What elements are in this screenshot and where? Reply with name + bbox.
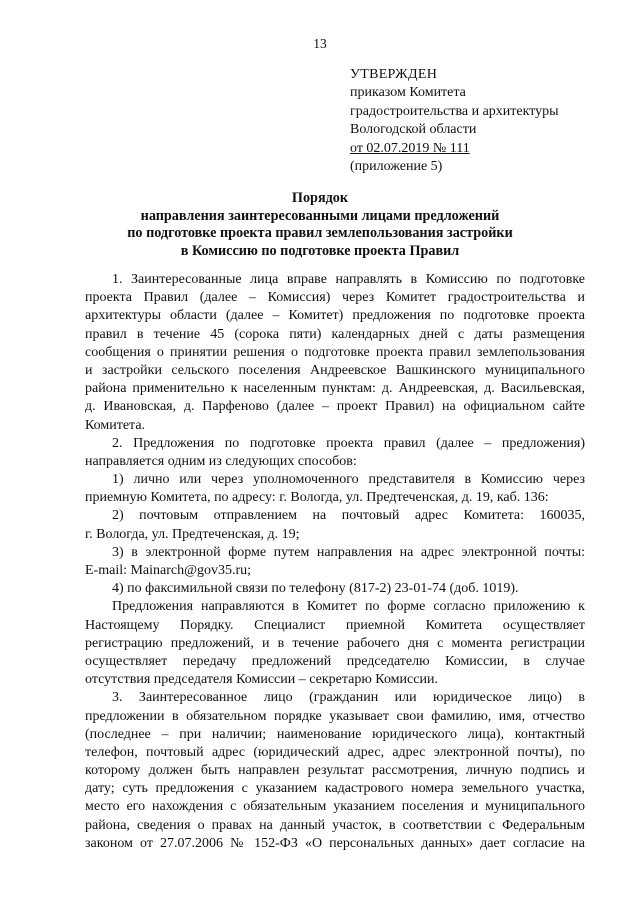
body-line: Настоящему Порядку. Специалист приемной Комитета осуществляет [85, 617, 585, 633]
body-line: района применительно к населенным пунктам: д. Андреевская, д. Васильевская, [85, 381, 585, 397]
approval-line: Вологодской области [350, 122, 477, 138]
body-line: законом от 27.07.2006 № 152-ФЗ «О персональных данных» дает согласие на [85, 835, 585, 851]
approval-line: градостроительства и архитектуры [350, 103, 559, 119]
title-line: по подготовке проекта правил землепользования застройки [127, 225, 513, 242]
body-line: предложении в обязательном порядке указывает свои фамилию, имя, отчество [85, 708, 585, 724]
body-line: которому должен быть направлен результат рассмотрения, личную подпись и [85, 763, 585, 779]
title-line: Порядок [291, 190, 349, 206]
body-line: сообщения о принятии решения о подготовке проекта правил землепользования [85, 344, 585, 360]
approval-heading: УТВЕРЖДЕН [350, 67, 438, 82]
approval-stamp [350, 66, 620, 176]
approval-line: приказом Комитета [350, 85, 466, 101]
title-line: направления заинтересованными лицами предложений [140, 207, 500, 224]
body-line: 1) лично или через уполномоченного представителя в Комиссию через [112, 472, 585, 488]
body-line: приемную Комитета, по адресу: г. Вологда, ул. Предтеченская, д. 19, каб. 136: [85, 490, 549, 506]
body-line: района, сведения о правах на данный участок, в соответствии с Федеральным [85, 817, 585, 833]
body-line: 3. Заинтересованное лицо (гражданин или юридическое лицо) в [112, 690, 585, 706]
body-line: (последнее – при наличии; наименование юридического лица), контактный [85, 726, 585, 742]
body-line: отсутствия председателя Комиссии – секретарю Комиссии. [85, 672, 438, 688]
approval-order-date-number: от 02.07.2019 № 111 [350, 140, 470, 156]
body-line: 1. Заинтересованные лица вправе направлять в Комиссию по подготовке [112, 272, 585, 287]
body-line: 3) в электронной форме путем направления на адрес электронной почты: [112, 544, 585, 560]
document-body [85, 271, 585, 853]
body-line: правил в течение 45 (сорока пяти) календарных дней с даты размещения [85, 326, 585, 342]
title-line: в Комиссию по подготовке проекта Правил [180, 243, 460, 260]
body-line: телефон, почтовый адрес (юридический адрес, адрес электронной почты), по [85, 744, 585, 760]
body-line: проекта Правил (далее – Комиссия) через Комитет градостроительства и [85, 290, 585, 306]
body-line: Предложения направляются в Комитет по форме согласно приложению к [112, 599, 585, 615]
body-line: место его нахождения с обязательным указанием поселения и муниципального [85, 799, 585, 815]
body-line: регистрацию предложений, и в течение рабочего дня с момента регистрации [85, 635, 585, 651]
body-line: осуществляет передачу предложений председателю Комиссии, в случае [85, 653, 585, 669]
body-line: Комитета. [85, 417, 146, 433]
body-line: 2. Предложения по подготовке проекта правил (далее – предложения) [112, 435, 585, 451]
body-line: дату; суть предложения с указанием кадастрового номера земельного участка, [85, 781, 585, 797]
body-line: E-mail: Mainarch@gov35.ru; [85, 563, 252, 578]
body-line: направляется одним из следующих способов: [85, 453, 357, 469]
body-line: 2) почтовым отправлением на почтовый адрес Комитета: 160035, [112, 508, 585, 524]
document-title [40, 190, 600, 261]
body-line: 4) по факсимильной связи по телефону (817-2) 23-01-74 (доб. 1019). [112, 581, 519, 597]
body-line: г. Вологда, ул. Предтеченская, д. 19; [85, 526, 300, 542]
approval-appendix-note: (приложение 5) [350, 159, 443, 175]
body-line: и застройки сельского поселения Андреевское Вашкинского муниципального [85, 362, 585, 378]
body-line: архитектуры области (далее – Комитет) предложения по подготовке проекта [85, 308, 585, 324]
page-number: 13 [313, 36, 327, 51]
body-line: д. Ивановская, д. Парфеново (далее – проект Правил) на официальном сайте [85, 399, 585, 415]
